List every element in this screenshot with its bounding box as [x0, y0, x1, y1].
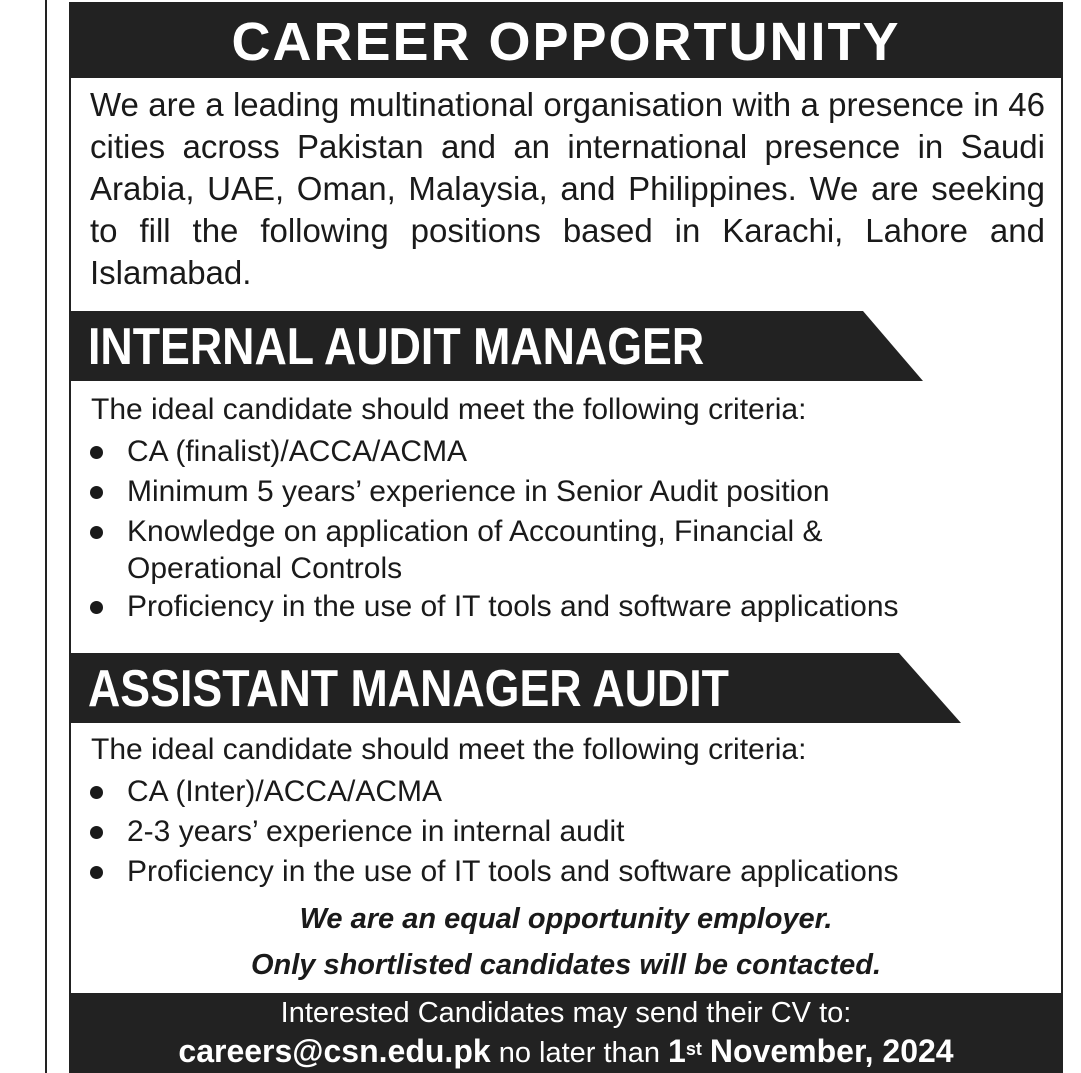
list-item: Proficiency in the use of IT tools and software applications [71, 853, 1061, 890]
bullet-icon [90, 526, 103, 539]
list-item: CA (Inter)/ACCA/ACMA [71, 773, 1061, 810]
list-item: Proficiency in the use of IT tools and software applications [71, 588, 1061, 625]
ad-title: CAREER OPPORTUNITY [71, 2, 1061, 78]
intro-paragraph: We are a leading multinational organisation with a presence in 46 cities across Pakistan and an international presence in Saudi Arabia, UAE, Oman, Malaysia, and Philippines. We are seeking to fill the following positions based in Karachi, Lahore and Islamabad. [90, 86, 1045, 291]
bullet-icon [90, 601, 103, 614]
criteria-intro: The ideal candidate should meet the following criteria: [91, 733, 807, 766]
bullet-icon [90, 866, 103, 879]
list-item: Minimum 5 years’ experience in Senior Audit position [71, 473, 1061, 510]
page-margin-rule [45, 0, 47, 1073]
list-item: 2-3 years’ experience in internal audit [71, 813, 1061, 850]
job-banner-assistant-manager-audit [71, 653, 971, 723]
job-title: ASSISTANT MANAGER AUDIT [88, 660, 729, 718]
footer-instruction: Interested Candidates may send their CV to: [280, 997, 852, 1029]
equal-opportunity-note: We are an equal opportunity employer. [299, 903, 833, 935]
deadline-date: November, 2024 [709, 1033, 954, 1069]
bullet-icon [90, 826, 103, 839]
requirements-list [71, 773, 1061, 890]
job-title: INTERNAL AUDIT MANAGER [88, 318, 705, 376]
bullet-icon [90, 786, 103, 799]
bullet-icon [90, 486, 103, 499]
list-item: CA (finalist)/ACCA/ACMA [71, 433, 1061, 470]
deadline-day: 1 [668, 1033, 686, 1069]
job-banner-internal-audit-manager [71, 311, 931, 381]
bullet-icon [90, 446, 103, 459]
list-item: Knowledge on application of Accounting, Financial & Operational Controls [71, 513, 1061, 587]
footer-deadline: careers@csn.edu.pk no later than 1st November, 2024 [178, 1033, 954, 1069]
footer-contact [71, 993, 1061, 1073]
criteria-intro: The ideal candidate should meet the following criteria: [91, 393, 807, 426]
job-advertisement [69, 2, 1063, 1073]
contact-email[interactable]: careers@csn.edu.pk [178, 1033, 491, 1069]
requirements-list [71, 433, 1061, 625]
shortlist-note: Only shortlisted candidates will be contacted. [250, 949, 882, 981]
